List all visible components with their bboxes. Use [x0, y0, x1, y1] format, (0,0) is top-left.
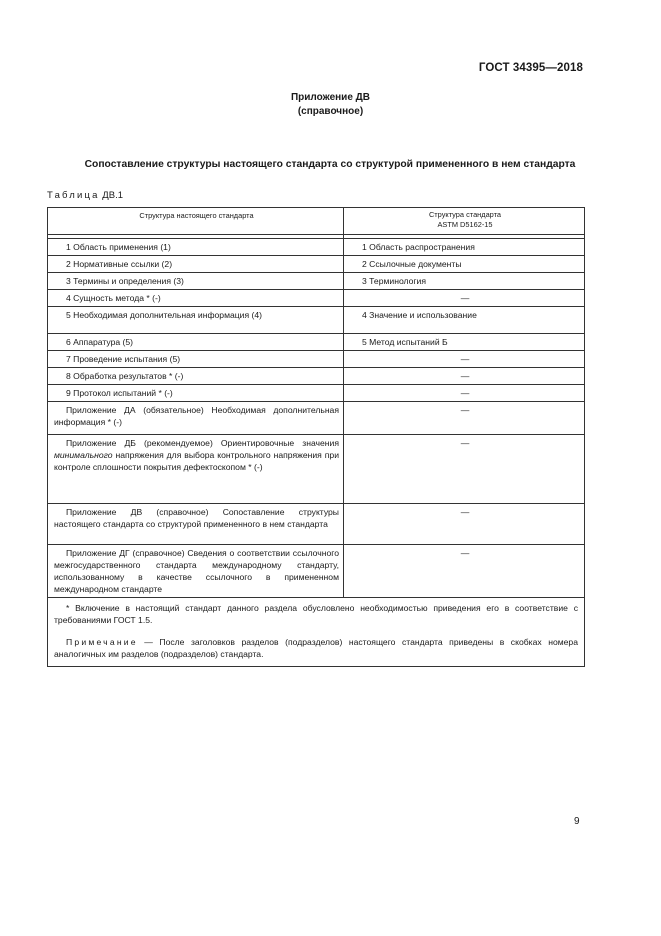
col1-header: Структура настоящего стандарта	[48, 208, 344, 235]
row-right: —	[344, 402, 585, 435]
row-left-part-b: напряжения для выбора контрольного напряжения при контроле сплошности покрытия дефектоскопом * (-)	[54, 450, 339, 472]
table-row	[48, 351, 585, 368]
row-left: 8 Обработка результатов * (-)	[48, 368, 344, 385]
standard-code: ГОСТ 34395—2018	[478, 62, 583, 74]
col2-header	[344, 208, 585, 235]
row-right: 5 Метод испытаний Б	[344, 334, 585, 351]
table-row	[48, 368, 585, 385]
table-caption-id: ДВ.1	[102, 190, 123, 201]
appendix-title: Приложение ДВ	[290, 92, 371, 103]
row-right: —	[344, 504, 585, 545]
table-note	[54, 636, 578, 660]
comparison-table	[47, 207, 585, 667]
row-left	[48, 435, 344, 504]
table-row	[48, 334, 585, 351]
table-row	[48, 273, 585, 290]
row-left: Приложение ДВ (справочное) Сопоставление структуры настоящего стандарта со структурой примененного в нем стандарта	[48, 504, 344, 545]
table-row	[48, 402, 585, 435]
row-right: —	[344, 545, 585, 598]
table-caption-word: Таблица	[47, 190, 100, 201]
table-row	[48, 435, 585, 504]
row-left: 7 Проведение испытания (5)	[48, 351, 344, 368]
document-title: Сопоставление структуры настоящего стандарта со структурой примененного в нем стандарта	[84, 159, 576, 170]
note-label: Примечание	[66, 637, 138, 647]
table-row	[48, 545, 585, 598]
row-left-emphasis: минимального	[54, 450, 113, 460]
table-footnote: * Включение в настоящий стандарт данного раздела обусловлено необходимостью приведения его в соответствие с требованиями ГОСТ 1.5.	[54, 603, 578, 625]
row-right: —	[344, 368, 585, 385]
row-right: 4 Значение и использование	[344, 307, 585, 334]
row-left: Приложение ДГ (справочное) Сведения о соответствии ссылочного межгосударственного стандарта международному стандарту, использованному в качестве ссылочного в примененном международном стандарте	[48, 545, 344, 598]
row-left: 9 Протокол испытаний * (-)	[48, 385, 344, 402]
table-row	[48, 504, 585, 545]
row-left: Приложение ДА (обязательное) Необходимая дополнительная информация * (-)	[48, 402, 344, 435]
table-header-row	[48, 208, 585, 235]
row-left: 2 Нормативные ссылки (2)	[48, 256, 344, 273]
table-notes-row	[48, 598, 585, 667]
row-right: —	[344, 385, 585, 402]
row-right: —	[344, 290, 585, 307]
row-right: 1 Область распространения	[344, 239, 585, 256]
row-left: 1 Область применения (1)	[48, 239, 344, 256]
appendix-heading	[0, 91, 661, 119]
table-row	[48, 385, 585, 402]
row-right: —	[344, 351, 585, 368]
row-left: 5 Необходимая дополнительная информация (4)	[48, 307, 344, 334]
row-left-part-a: Приложение ДБ (рекомендуемое) Ориентировочные значения	[66, 438, 339, 448]
row-right: —	[344, 435, 585, 504]
row-left: 3 Термины и определения (3)	[48, 273, 344, 290]
row-left: 4 Сущность метода * (-)	[48, 290, 344, 307]
col2-header-line2: ASTM D5162-15	[437, 220, 493, 229]
note-text: — После заголовков разделов (подразделов) настоящего стандарта приведены в скобках номера аналогичных им разделов (подразделов) стандарта.	[54, 637, 578, 659]
appendix-subtitle: (справочное)	[297, 106, 364, 117]
row-left: 6 Аппаратура (5)	[48, 334, 344, 351]
table-row	[48, 307, 585, 334]
row-right: 3 Терминология	[344, 273, 585, 290]
table-notes	[48, 598, 585, 667]
table-row	[48, 239, 585, 256]
col2-header-line1: Структура стандарта	[428, 210, 502, 219]
table-row	[48, 290, 585, 307]
table-row	[48, 256, 585, 273]
page-number: 9	[574, 816, 580, 827]
table-caption	[47, 190, 123, 201]
row-right: 2 Ссылочные документы	[344, 256, 585, 273]
